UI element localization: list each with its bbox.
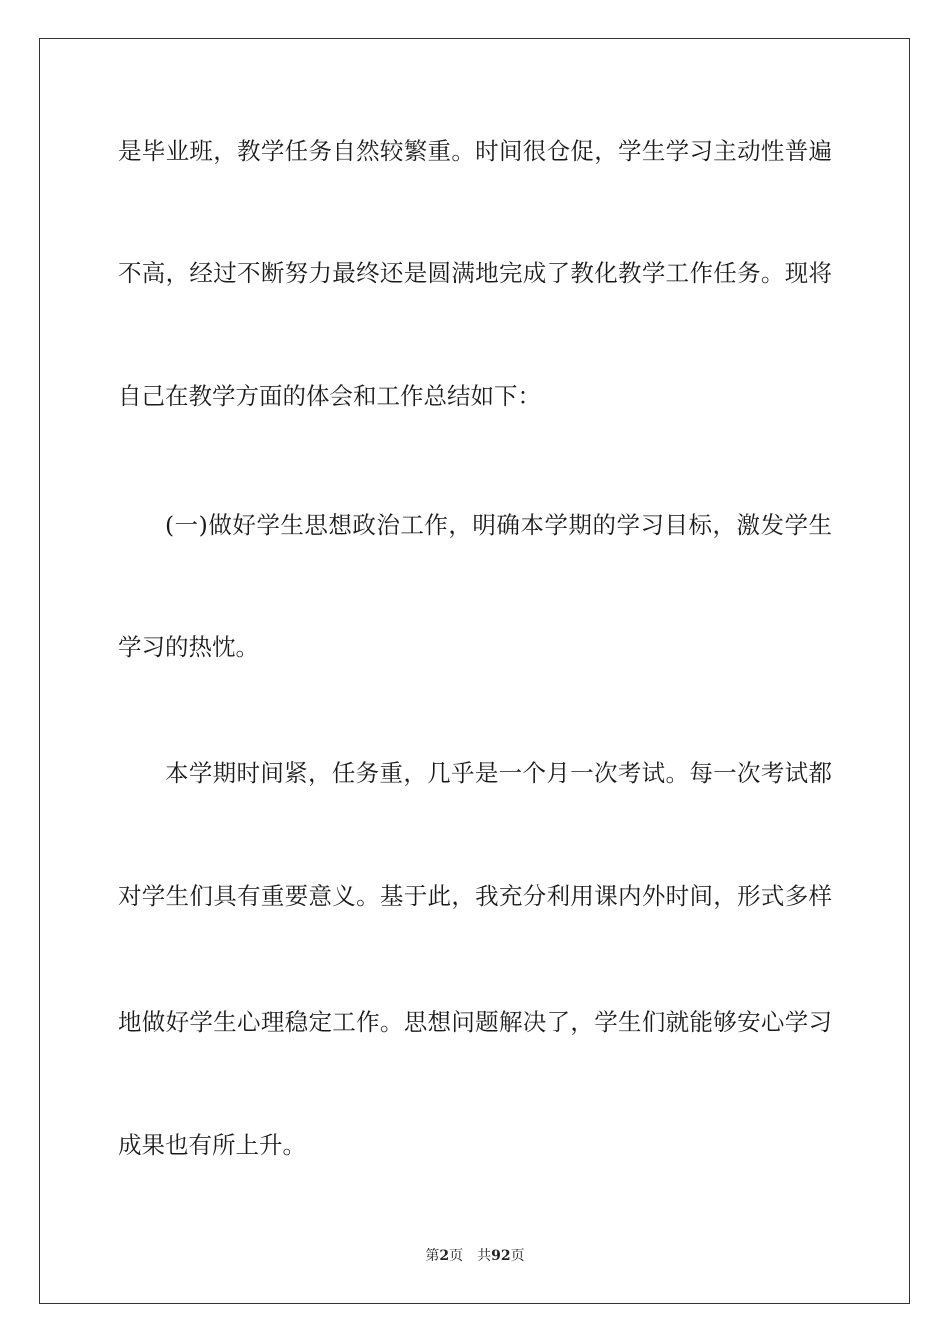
- body-text-line-6: 本学期时间紧，任务重，几乎是一个月一次考试。每一次考试都: [165, 759, 832, 787]
- footer-page-suffix: 页: [449, 1248, 464, 1264]
- body-text-line-8: 地做好学生心理稳定工作。思想问题解决了，学生们就能够安心学习: [118, 1008, 832, 1036]
- body-text-line-5: 学习的热忱。: [118, 633, 259, 661]
- footer-total-prefix: 共: [477, 1248, 492, 1264]
- body-text-line-3: 自己在教学方面的体会和工作总结如下：: [118, 382, 541, 410]
- footer-prefix: 第: [425, 1248, 440, 1264]
- body-text-line-7: 对学生们具有重要意义。基于此，我充分利用课内外时间，形式多样: [118, 882, 832, 910]
- footer-total-suffix: 页: [510, 1248, 525, 1264]
- body-text-line-1: 是毕业班，教学任务自然较繁重。时间很仓促，学生学习主动性普遍: [118, 137, 832, 165]
- body-text-line-2: 不高，经过不断努力最终还是圆满地完成了教化教学工作任务。现将: [118, 259, 832, 287]
- body-text-line-4: (一)做好学生思想政治工作，明确本学期的学习目标，激发学生: [165, 511, 832, 539]
- page-border: [39, 38, 910, 1304]
- current-page-number: 2: [439, 1248, 450, 1264]
- total-page-count: 92: [491, 1248, 511, 1264]
- page-footer: [0, 1247, 950, 1265]
- body-text-line-9: 成果也有所上升。: [118, 1131, 306, 1159]
